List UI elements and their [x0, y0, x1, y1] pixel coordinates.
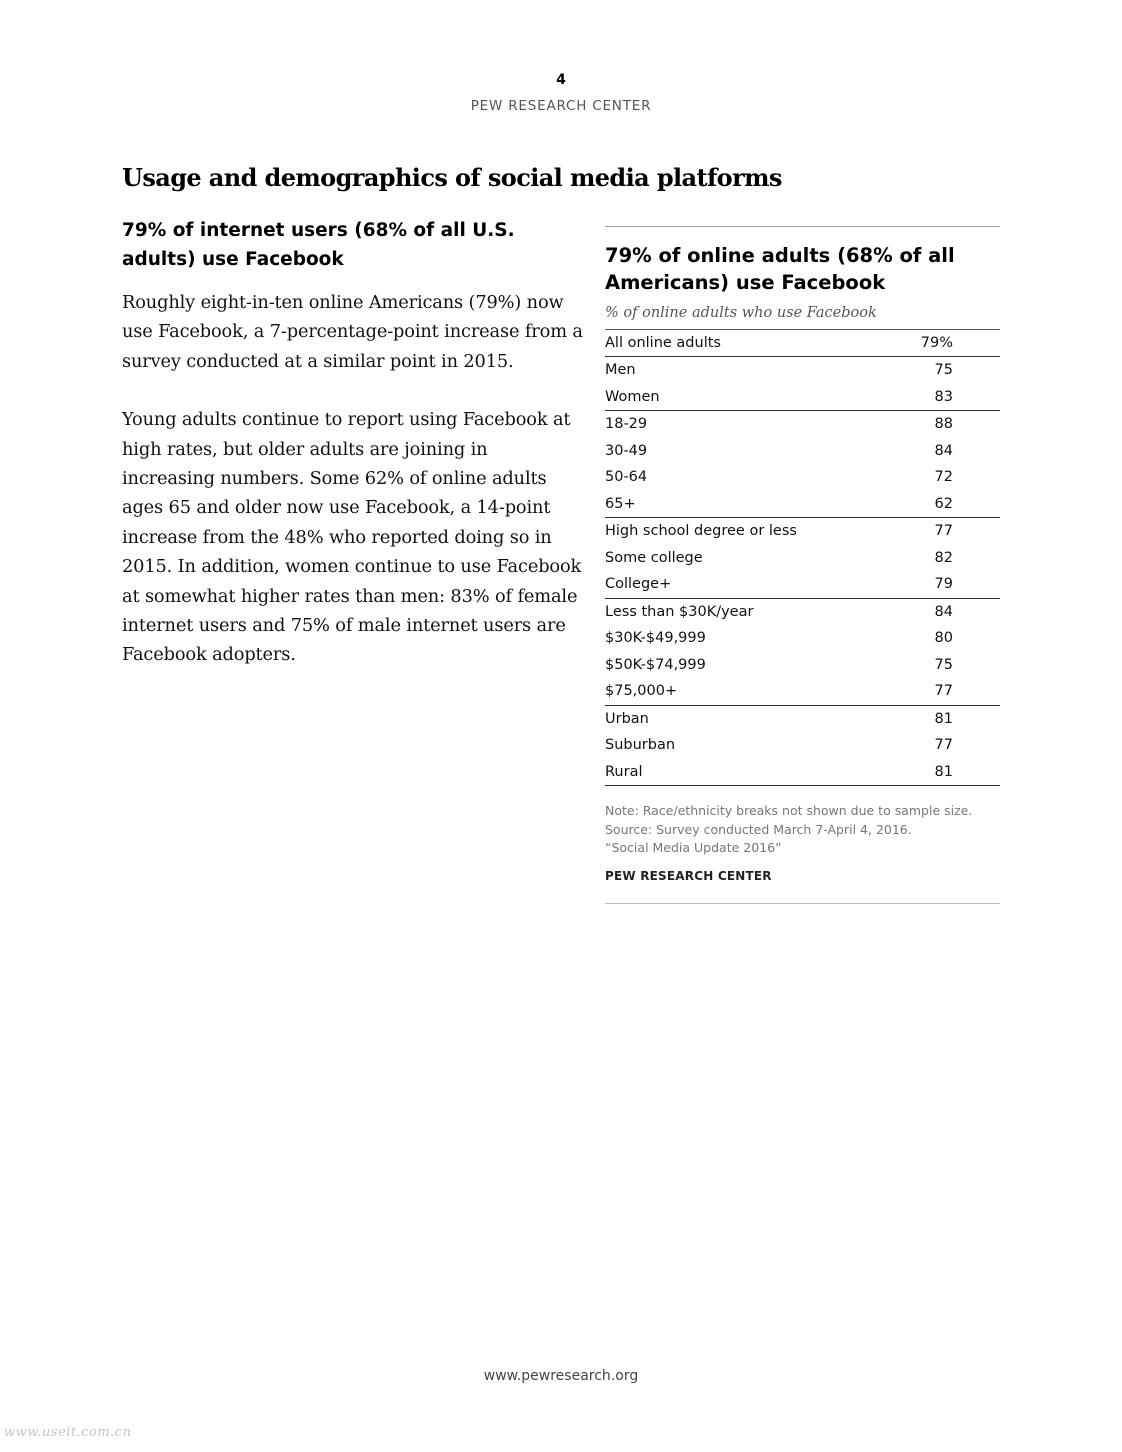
facebook-usage-chart: [605, 226, 1000, 904]
table-row: [605, 464, 1000, 491]
row-label: 30-49: [605, 442, 648, 459]
chart-source-line: Source: Survey conducted March 7-April 4, 2016.: [605, 821, 912, 837]
row-value: 83: [934, 388, 953, 405]
table-row: [605, 330, 1000, 357]
table-row: [605, 652, 1000, 679]
header-org-name: PEW RESEARCH CENTER: [470, 98, 652, 114]
row-value: 62: [934, 495, 953, 512]
chart-bottom-rule: [605, 903, 1000, 904]
row-value: 77: [934, 683, 953, 700]
chart-note: [605, 802, 1000, 858]
body-paragraph-2: Young adults continue to report using Facebook at high rates, but older adults are joining in increasing numbers. Some 62% of online adults ages 65 and older now use Facebook, a 14-point increase from the 48% who reported doing so in 2015. In addition, women continue to use Facebook at somewhat higher rates than men: 83% of female internet users and 75% of male internet users are Facebook adopters.: [122, 409, 582, 666]
row-value: 81: [873, 705, 1000, 732]
table-row: [605, 598, 1000, 625]
row-label: 50-64: [605, 469, 648, 486]
section-heading: 79% of internet users (68% of all U.S. adults) use Facebook: [122, 220, 515, 270]
footer-url: www.pewresearch.org: [483, 1368, 639, 1384]
table-row: [605, 411, 1000, 438]
row-label: High school degree or less: [605, 518, 873, 545]
watermark: www.useit.com.cn: [4, 1425, 132, 1440]
chart-title: 79% of online adults (68% of all Americans) use Facebook: [605, 244, 955, 294]
row-label: Some college: [605, 549, 703, 566]
table-row: [605, 357, 1000, 384]
row-value: 84: [934, 442, 953, 459]
row-value: 75: [934, 656, 953, 673]
row-value: 80: [934, 630, 953, 647]
row-label: Rural: [605, 759, 873, 786]
row-label: Suburban: [605, 737, 676, 754]
row-value: 77: [934, 737, 953, 754]
row-label: $75,000+: [605, 683, 678, 700]
table-row: [605, 759, 1000, 786]
table-row: [605, 518, 1000, 545]
row-value: 88: [873, 411, 1000, 438]
row-label: College+: [605, 576, 672, 593]
row-label: Urban: [605, 705, 873, 732]
usage-table: [605, 329, 1000, 786]
row-value: 79: [934, 576, 953, 593]
row-value: 84: [873, 598, 1000, 625]
table-row: [605, 438, 1000, 465]
row-label: All online adults: [605, 335, 721, 351]
body-paragraph-1: Roughly eight-in-ten online Americans (79%) now use Facebook, a 7-percentage-point increase from a survey conducted at a similar point in 2015.: [122, 292, 583, 372]
table-row: [605, 545, 1000, 572]
page-number: 4: [556, 72, 566, 88]
table-row: [605, 705, 1000, 732]
row-label: Women: [605, 388, 660, 405]
row-label: Less than $30K/year: [605, 598, 873, 625]
chart-top-rule: [605, 226, 1000, 227]
chart-note-line: Note: Race/ethnicity breaks not shown due to sample size.: [605, 803, 973, 818]
row-value: 75: [873, 357, 1000, 384]
row-value: 79%: [920, 335, 953, 351]
table-row: [605, 384, 1000, 411]
row-label: $50K-$74,999: [605, 656, 706, 673]
chart-subtitle: % of online adults who use Facebook: [605, 305, 877, 321]
table-row: [605, 678, 1000, 705]
page-title: Usage and demographics of social media platforms: [122, 163, 782, 192]
row-label: $30K-$49,999: [605, 630, 706, 647]
table-row: [605, 571, 1000, 598]
row-value: 81: [873, 759, 1000, 786]
table-row: [605, 732, 1000, 759]
row-label: 65+: [605, 495, 636, 512]
row-label: Men: [605, 357, 873, 384]
row-value: 72: [934, 469, 953, 486]
chart-report-line: “Social Media Update 2016”: [605, 840, 782, 855]
article-column: [122, 216, 584, 699]
chart-source-label: PEW RESEARCH CENTER: [605, 868, 772, 883]
table-row: [605, 625, 1000, 652]
table-row: [605, 491, 1000, 518]
row-value: 77: [873, 518, 1000, 545]
row-label: 18-29: [605, 411, 873, 438]
row-value: 82: [934, 549, 953, 566]
